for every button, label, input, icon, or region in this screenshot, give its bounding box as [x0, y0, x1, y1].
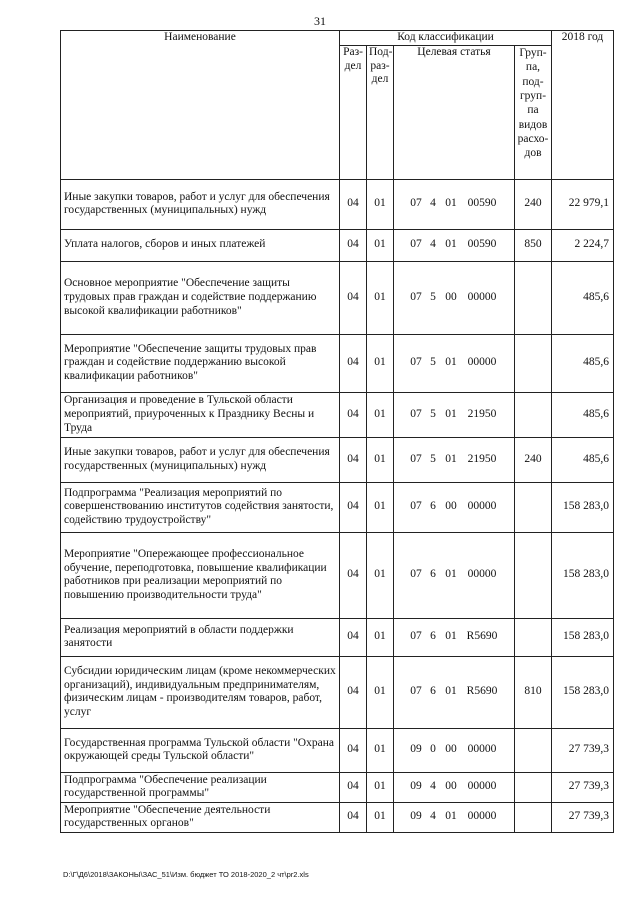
row-amount: 2 224,7: [552, 229, 614, 261]
row-name: Подпрограмма "Обеспечение реализации государственной программы": [61, 772, 340, 802]
row-razdel: 04: [340, 179, 367, 229]
row-amount: 158 283,0: [552, 482, 614, 532]
row-amount: 485,6: [552, 437, 614, 482]
row-razdel: 04: [340, 437, 367, 482]
target-program: 07: [410, 197, 422, 210]
row-group: 850: [515, 229, 552, 261]
target-program: 07: [410, 356, 422, 369]
row-podrazdel: 01: [367, 179, 394, 229]
row-group: [515, 618, 552, 656]
row-podrazdel: 01: [367, 261, 394, 334]
table-row: [61, 482, 614, 532]
target-subprogram: 6: [430, 685, 436, 698]
target-subprogram: 6: [430, 500, 436, 513]
row-name: Мероприятие "Опережающее профессиональное обучение, переподготовка, повышение квалификации работников при реализации мероприятий по повышению производительности труда": [61, 532, 340, 618]
target-direction: 21950: [467, 452, 497, 465]
target-direction: 00000: [467, 568, 497, 581]
row-razdel: 04: [340, 482, 367, 532]
row-razdel: 04: [340, 229, 367, 261]
header-year: 2018 год: [552, 31, 614, 180]
row-amount: 158 283,0: [552, 656, 614, 728]
target-program: 07: [410, 500, 422, 513]
row-target: [394, 532, 515, 618]
table-row: [61, 229, 614, 261]
row-name: Организация и проведение в Тульской области мероприятий, приуроченных к Празднику Весны и Труда: [61, 392, 340, 437]
target-event: 01: [445, 810, 457, 823]
row-razdel: 04: [340, 334, 367, 392]
file-path-footer: D:\Г\Д6\2018\ЗАКОНЫ\ЗАС_51\Изм. бюджет ТО 2018-2020_2 чт\pr2.xls: [63, 870, 309, 879]
target-event: 00: [445, 290, 457, 303]
target-program: 07: [410, 685, 422, 698]
row-amount: 27 739,3: [552, 772, 614, 802]
row-group: [515, 261, 552, 334]
target-event: 01: [445, 407, 457, 420]
table-row: [61, 802, 614, 832]
row-target: [394, 728, 515, 772]
row-target: [394, 802, 515, 832]
target-direction: 00590: [467, 197, 497, 210]
row-razdel: 04: [340, 728, 367, 772]
row-target: [394, 179, 515, 229]
target-program: 07: [410, 407, 422, 420]
header-subsection: Под- раз- дел: [367, 45, 394, 179]
row-name: Государственная программа Тульской области "Охрана окружающей среды Тульской области": [61, 728, 340, 772]
row-podrazdel: 01: [367, 728, 394, 772]
target-program: 09: [410, 810, 422, 823]
row-group: [515, 392, 552, 437]
row-name: Иные закупки товаров, работ и услуг для обеспечения государственных (муниципальных) нужд: [61, 179, 340, 229]
target-event: 01: [445, 356, 457, 369]
target-direction: R5690: [466, 685, 498, 698]
table-row: [61, 618, 614, 656]
target-direction: 00000: [467, 356, 497, 369]
header-name: Наименование: [61, 31, 340, 180]
row-target: [394, 656, 515, 728]
target-subprogram: 4: [430, 197, 436, 210]
row-group: [515, 532, 552, 618]
target-program: 07: [410, 452, 422, 465]
row-target: [394, 482, 515, 532]
row-podrazdel: 01: [367, 802, 394, 832]
target-direction: 00000: [467, 780, 497, 793]
target-direction: R5690: [466, 630, 498, 643]
row-podrazdel: 01: [367, 618, 394, 656]
row-group: [515, 802, 552, 832]
target-subprogram: 4: [430, 238, 436, 251]
row-target: [394, 334, 515, 392]
target-direction: 21950: [467, 407, 497, 420]
row-group: [515, 772, 552, 802]
row-name: Мероприятие "Обеспечение защиты трудовых прав граждан и содействие поддержанию высокой квалификации работников": [61, 334, 340, 392]
target-direction: 00000: [467, 743, 497, 756]
table-row: [61, 334, 614, 392]
target-subprogram: 5: [430, 356, 436, 369]
row-name: Субсидии юридическим лицам (кроме некоммерческих организаций), индивидуальным предпринимателям, физическим лицам - производителям товаров, работ, услуг: [61, 656, 340, 728]
target-event: 01: [445, 685, 457, 698]
header-target: Целевая статья: [394, 45, 515, 179]
target-event: 01: [445, 197, 457, 210]
row-target: [394, 261, 515, 334]
row-podrazdel: 01: [367, 656, 394, 728]
row-podrazdel: 01: [367, 392, 394, 437]
row-group: [515, 482, 552, 532]
row-target: [394, 772, 515, 802]
row-target: [394, 392, 515, 437]
target-program: 07: [410, 290, 422, 303]
row-target: [394, 229, 515, 261]
row-group: 240: [515, 179, 552, 229]
target-subprogram: 5: [430, 290, 436, 303]
target-program: 07: [410, 238, 422, 251]
target-event: 01: [445, 630, 457, 643]
row-podrazdel: 01: [367, 532, 394, 618]
row-target: [394, 437, 515, 482]
target-direction: 00000: [467, 810, 497, 823]
target-event: 01: [445, 452, 457, 465]
row-name: Основное мероприятие "Обеспечение защиты трудовых прав граждан и содействие поддержанию высокой квалификации работников": [61, 261, 340, 334]
target-event: 00: [445, 743, 457, 756]
row-podrazdel: 01: [367, 229, 394, 261]
target-event: 01: [445, 238, 457, 251]
row-razdel: 04: [340, 532, 367, 618]
row-razdel: 04: [340, 802, 367, 832]
row-name: Иные закупки товаров, работ и услуг для обеспечения государственных (муниципальных) нужд: [61, 437, 340, 482]
table-row: [61, 392, 614, 437]
budget-table: [60, 30, 614, 833]
row-amount: 27 739,3: [552, 728, 614, 772]
table-row: [61, 532, 614, 618]
row-razdel: 04: [340, 656, 367, 728]
target-subprogram: 5: [430, 407, 436, 420]
row-razdel: 04: [340, 618, 367, 656]
table-row: [61, 261, 614, 334]
target-program: 07: [410, 568, 422, 581]
page-number: 31: [314, 14, 326, 28]
row-name: Мероприятие "Обеспечение деятельности государственных органов": [61, 802, 340, 832]
row-amount: 158 283,0: [552, 532, 614, 618]
row-amount: 22 979,1: [552, 179, 614, 229]
row-razdel: 04: [340, 392, 367, 437]
table-row: [61, 772, 614, 802]
row-razdel: 04: [340, 772, 367, 802]
row-podrazdel: 01: [367, 482, 394, 532]
target-subprogram: 0: [430, 743, 436, 756]
target-subprogram: 4: [430, 780, 436, 793]
target-subprogram: 4: [430, 810, 436, 823]
target-program: 09: [410, 780, 422, 793]
target-direction: 00000: [467, 500, 497, 513]
table-row: [61, 728, 614, 772]
header-group: Груп- па, под- груп- па видов расхо- дов: [515, 45, 552, 179]
row-amount: 485,6: [552, 334, 614, 392]
row-razdel: 04: [340, 261, 367, 334]
target-subprogram: 5: [430, 452, 436, 465]
row-amount: 158 283,0: [552, 618, 614, 656]
row-target: [394, 618, 515, 656]
table-row: [61, 656, 614, 728]
target-event: 01: [445, 568, 457, 581]
target-program: 07: [410, 630, 422, 643]
row-group: 240: [515, 437, 552, 482]
row-amount: 485,6: [552, 392, 614, 437]
row-group: [515, 728, 552, 772]
target-event: 00: [445, 500, 457, 513]
row-podrazdel: 01: [367, 772, 394, 802]
row-podrazdel: 01: [367, 334, 394, 392]
row-group: [515, 334, 552, 392]
row-name: Уплата налогов, сборов и иных платежей: [61, 229, 340, 261]
target-subprogram: 6: [430, 568, 436, 581]
row-group: 810: [515, 656, 552, 728]
row-amount: 27 739,3: [552, 802, 614, 832]
table-row: [61, 179, 614, 229]
table-row: [61, 437, 614, 482]
row-podrazdel: 01: [367, 437, 394, 482]
header-section: Раз- дел: [340, 45, 367, 179]
target-direction: 00590: [467, 238, 497, 251]
row-name: Реализация мероприятий в области поддержки занятости: [61, 618, 340, 656]
row-amount: 485,6: [552, 261, 614, 334]
target-subprogram: 6: [430, 630, 436, 643]
target-event: 00: [445, 780, 457, 793]
header-classification: Код классификации: [340, 31, 552, 46]
target-direction: 00000: [467, 290, 497, 303]
target-program: 09: [410, 743, 422, 756]
row-name: Подпрограмма "Реализация мероприятий по совершенствованию институтов содействия занятости, содействию трудоустройству": [61, 482, 340, 532]
